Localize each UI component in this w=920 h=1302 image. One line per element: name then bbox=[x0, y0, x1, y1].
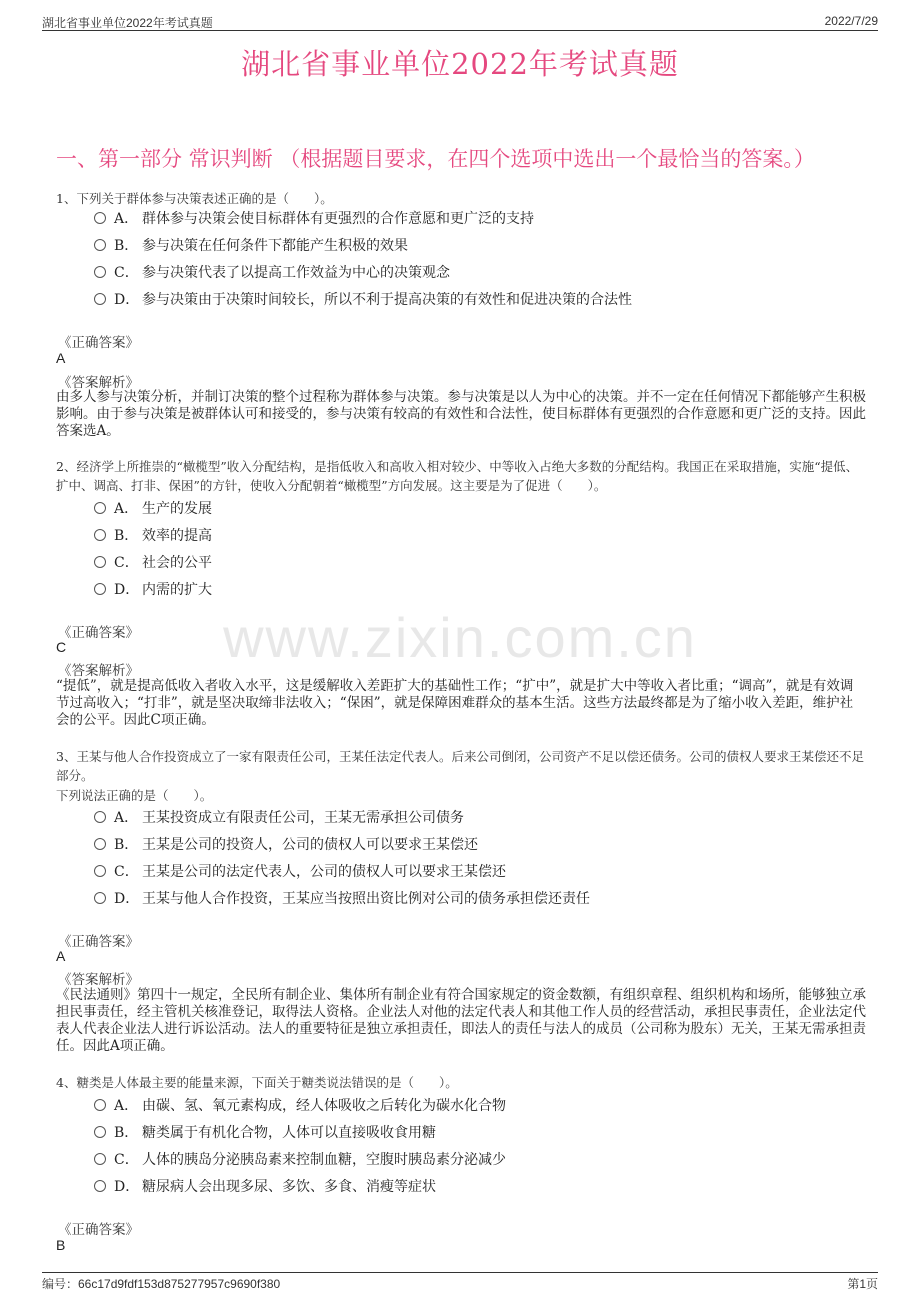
question-3-stem-2: 下列说法正确的是（ ）。 bbox=[56, 788, 213, 803]
page-footer bbox=[42, 1272, 878, 1295]
question-4-answer: B bbox=[56, 1237, 66, 1253]
radio-icon[interactable] bbox=[94, 583, 106, 595]
answer-label: 《正确答案》 bbox=[58, 1222, 139, 1238]
question-2-stem: 2、经济学上所推崇的“橄榄型”收入分配结构，是指低收入和高收入相对较少、中等收入占绝大多数的分配结构。我国正在采取措施，实施“提低、扩中、调高、打非、保困”的方针，使收入分配朝着“橄榄型”方向发展。这主要是为了促进（ ）。 bbox=[56, 459, 859, 493]
explain-label: 《答案解析》 bbox=[58, 663, 139, 679]
page-header bbox=[42, 10, 878, 31]
radio-icon[interactable] bbox=[94, 892, 106, 904]
question-2-option-a[interactable]: A． 生产的发展 bbox=[94, 498, 212, 518]
answer-label: 《正确答案》 bbox=[58, 335, 139, 351]
question-3-explanation: 《民法通则》第四十一规定，全民所有制企业、集体所有制企业有符合国家规定的资金数额，有组织章程、组织机构和场所，能够独立承担民事责任，经主管机关核准登记，取得法人资格。企业法人对他的法定代表人和其他工作人员的经营活动，承担民事责任，企业法定代表人代表企业法人进行诉讼活动。法人的重要特征是独立承担责任，即法人的责任与法人的成员（公司称为股东）无关，王某无需承担责任。因此A项正确。 bbox=[56, 987, 866, 1054]
question-2-option-b[interactable]: B． 效率的提高 bbox=[94, 525, 212, 545]
question-1-option-a[interactable]: A． 群体参与决策会使目标群体有更强烈的合作意愿和更广泛的支持 bbox=[94, 208, 534, 228]
radio-icon[interactable] bbox=[94, 266, 106, 278]
question-1-option-c[interactable]: C． 参与决策代表了以提高工作效益为中心的决策观念 bbox=[94, 262, 450, 282]
question-3-option-b[interactable]: B． 王某是公司的投资人，公司的债权人可以要求王某偿还 bbox=[94, 834, 478, 854]
question-2-option-d[interactable]: D． 内需的扩大 bbox=[94, 579, 212, 599]
answer-label: 《正确答案》 bbox=[58, 934, 139, 950]
footer-page-number: 第1页 bbox=[847, 1277, 878, 1291]
radio-icon[interactable] bbox=[94, 1153, 106, 1165]
explain-label: 《答案解析》 bbox=[58, 972, 139, 988]
radio-icon[interactable] bbox=[94, 556, 106, 568]
question-3-option-a[interactable]: A． 王某投资成立有限责任公司，王某无需承担公司债务 bbox=[94, 807, 464, 827]
question-4-stem: 4、糖类是人体最主要的能量来源，下面关于糖类说法错误的是（ ）。 bbox=[56, 1075, 458, 1090]
question-2-option-c[interactable]: C． 社会的公平 bbox=[94, 552, 212, 572]
question-1-answer: A bbox=[56, 350, 66, 366]
explain-label: 《答案解析》 bbox=[58, 375, 139, 391]
question-1-option-d[interactable]: D． 参与决策由于决策时间较长，所以不利于提高决策的有效性和促进决策的合法性 bbox=[94, 289, 632, 309]
section-title: 一、第一部分 常识判断 （根据题目要求，在四个选项中选出一个最恰当的答案。） bbox=[56, 147, 815, 171]
header-doc-title: 湖北省事业单位2022年考试真题 bbox=[42, 16, 213, 30]
radio-icon[interactable] bbox=[94, 838, 106, 850]
radio-icon[interactable] bbox=[94, 1180, 106, 1192]
answer-label: 《正确答案》 bbox=[58, 625, 139, 641]
question-1-stem: 1、下列关于群体参与决策表述正确的是（ ）。 bbox=[56, 191, 333, 206]
radio-icon[interactable] bbox=[94, 502, 106, 514]
watermark: www.zixin.com.cn bbox=[223, 606, 697, 669]
question-1-option-b[interactable]: B． 参与决策在任何条件下都能产生积极的效果 bbox=[94, 235, 408, 255]
question-1-explanation: 由多人参与决策分析，并制订决策的整个过程称为群体参与决策。参与决策是以人为中心的决策。并不一定在任何情况下都能够产生积极影响。由于参与决策是被群体认可和接受的，参与决策有较高的有效性和合法性，使目标群体有更强烈的合作意愿和更广泛的支持。因此答案选A。 bbox=[56, 389, 866, 439]
radio-icon[interactable] bbox=[94, 1099, 106, 1111]
question-4-option-b[interactable]: B． 糖类属于有机化合物，人体可以直接吸收食用糖 bbox=[94, 1122, 436, 1142]
question-2-answer: C bbox=[56, 639, 67, 655]
radio-icon[interactable] bbox=[94, 1126, 106, 1138]
header-date: 2022/7/29 bbox=[824, 14, 878, 28]
question-4-option-a[interactable]: A． 由碳、氢、氧元素构成，经人体吸收之后转化为碳水化合物 bbox=[94, 1095, 506, 1115]
question-3-option-d[interactable]: D． 王某与他人合作投资，王某应当按照出资比例对公司的债务承担偿还责任 bbox=[94, 888, 590, 908]
question-3-answer: A bbox=[56, 948, 66, 964]
question-4-option-c[interactable]: C． 人体的胰岛分泌胰岛素来控制血糖，空腹时胰岛素分泌减少 bbox=[94, 1149, 506, 1169]
radio-icon[interactable] bbox=[94, 811, 106, 823]
page-title: 湖北省事业单位2022年考试真题 bbox=[241, 47, 679, 81]
radio-icon[interactable] bbox=[94, 239, 106, 251]
radio-icon[interactable] bbox=[94, 293, 106, 305]
radio-icon[interactable] bbox=[94, 212, 106, 224]
radio-icon[interactable] bbox=[94, 529, 106, 541]
radio-icon[interactable] bbox=[94, 865, 106, 877]
question-3-option-c[interactable]: C． 王某是公司的法定代表人，公司的债权人可以要求王某偿还 bbox=[94, 861, 506, 881]
question-2-explanation: “提低”，就是提高低收入者收入水平，这是缓解收入差距扩大的基础性工作；“扩中”，就是扩大中等收入者比重；“调高”，就是有效调节过高收入；“打非”，就是坚决取缔非法收入；“保困”，就是保障困难群众的基本生活。这些方法最终都是为了缩小收入差距，维护社会的公平。因此C项正确。 bbox=[56, 678, 854, 728]
footer-doc-id: 编号：66c17d9fdf153d875277957c9690f380 bbox=[42, 1277, 281, 1291]
question-4-option-d[interactable]: D． 糖尿病人会出现多尿、多饮、多食、消瘦等症状 bbox=[94, 1176, 436, 1196]
question-3-stem: 3、王某与他人合作投资成立了一家有限责任公司，王某任法定代表人。后来公司倒闭，公司资产不足以偿还债务。公司的债权人要求王某偿还不足部分。 bbox=[56, 749, 864, 783]
